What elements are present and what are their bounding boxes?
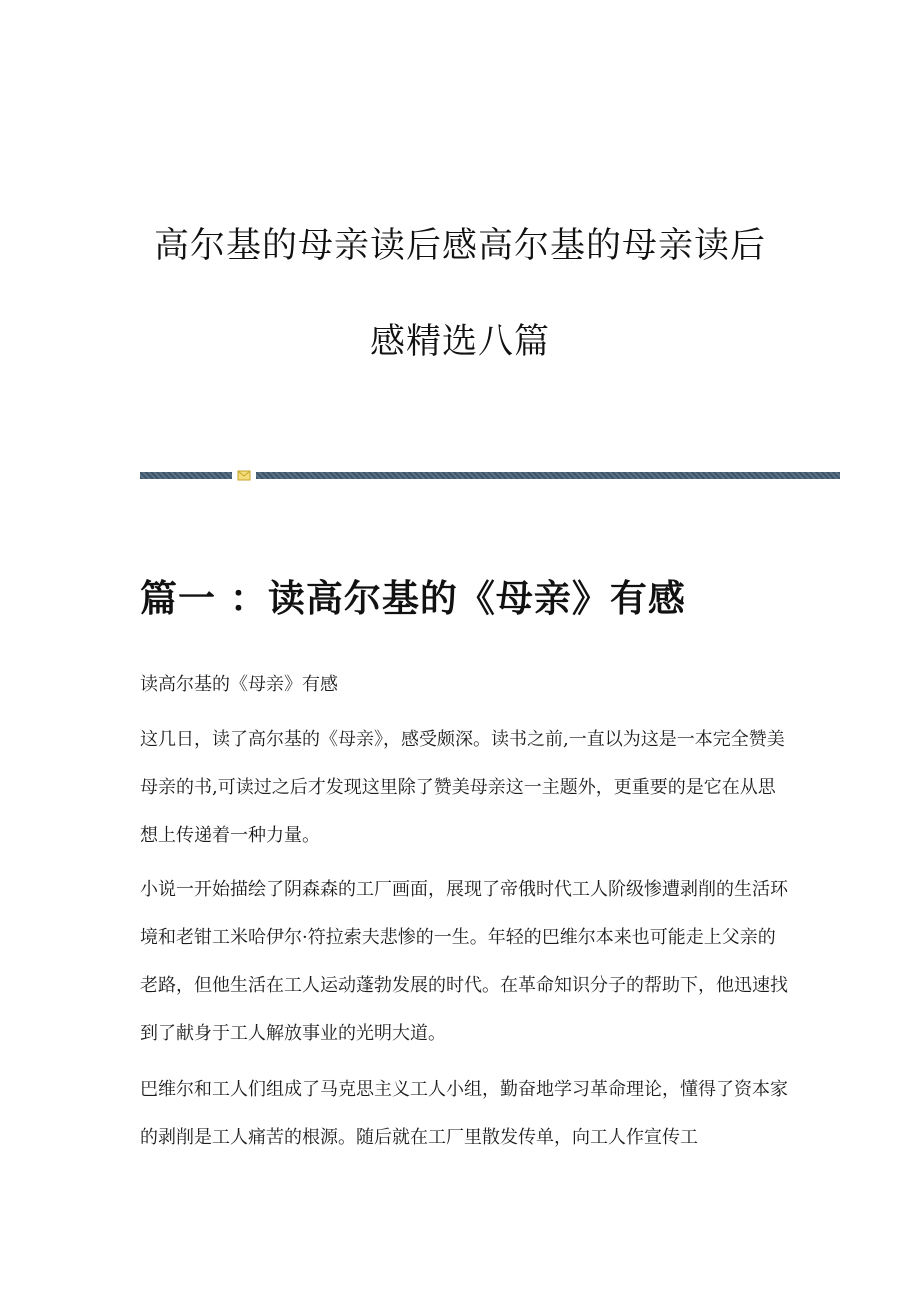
document-title-line-2: 感精选八篇 [369, 322, 550, 362]
divider-ornament-icon [237, 470, 251, 481]
divider-bar-left [140, 472, 232, 479]
divider-bar-right [256, 472, 840, 479]
title-divider [140, 470, 840, 480]
paragraph: 巴维尔和工人们组成了马克思主义工人小组，勤奋地学习革命理论，懂得了资本家的剥削是工人痛苦的根源。随后就在工厂里散发传单，向工人作宣传工 [140, 1079, 788, 1148]
paragraph: 这几日，读了高尔基的《母亲》，感受颇深。读书之前,一直以为这是一本完全赞美母亲的书,可读过之后才发现这里除了赞美母亲这一主题外，更重要的是它在从思想上传递着一种力量。 [140, 729, 785, 846]
document-title-line-1: 高尔基的母亲读后感高尔基的母亲读后 [153, 226, 766, 266]
section-heading: 篇一 ：读高尔基的《母亲》有感 [140, 576, 686, 620]
paragraph: 小说一开始描绘了阴森森的工厂画面，展现了帝俄时代工人阶级惨遭剥削的生活环境和老钳工米哈伊尔·符拉索夫悲惨的一生。年轻的巴维尔本来也可能走上父亲的老路，但他生活在工人运动蓬勃发展的时代。在革命知识分子的帮助下，他迅速找到了献身于工人解放事业的光明大道。 [140, 879, 788, 1044]
paragraph-subtitle: 读高尔基的《母亲》有感 [140, 674, 338, 695]
